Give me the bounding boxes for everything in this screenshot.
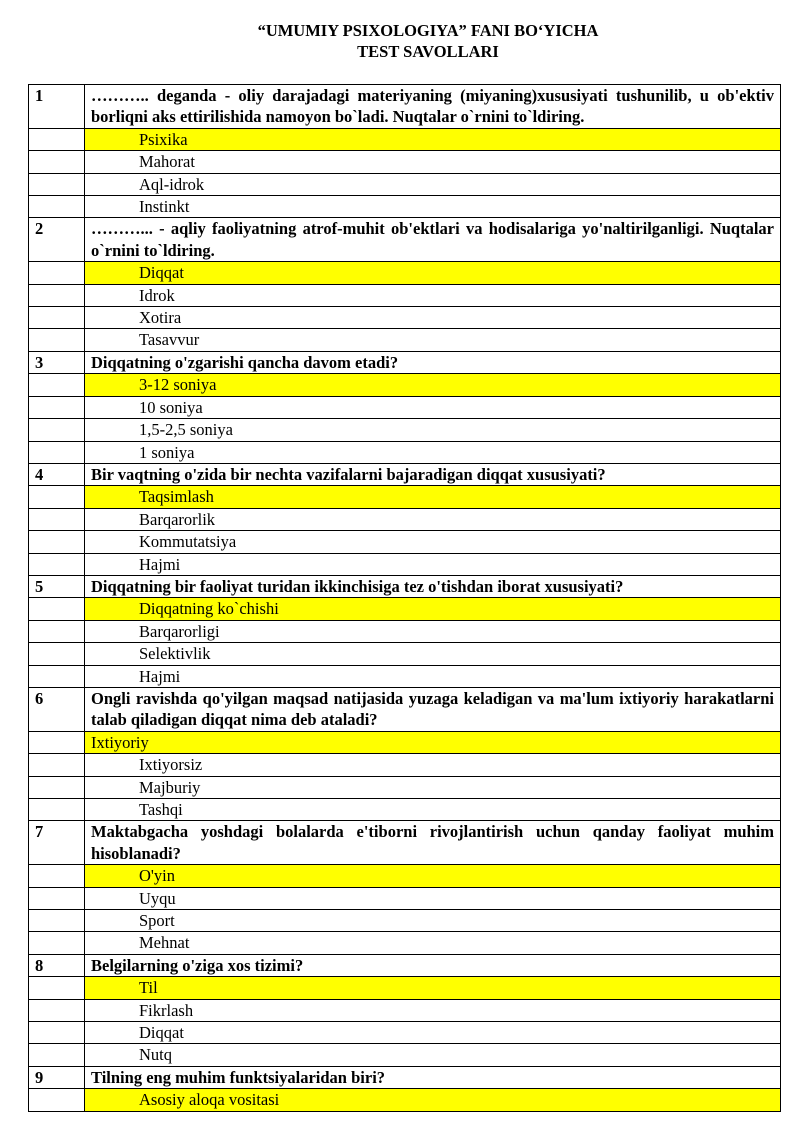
answer-option-row — [29, 486, 781, 508]
answer-number-cell — [29, 486, 85, 508]
question-number: 1 — [29, 85, 85, 129]
question-text: ………... - aqliy faoliyatning atrof-muhit ob'ektlari va hodisalariga yo'naltirilganligi. Nuqtalar o`rnini to`ldiring. — [85, 218, 781, 262]
answer-option-row — [29, 887, 781, 909]
answer-option-row — [29, 910, 781, 932]
question-number: 7 — [29, 821, 85, 865]
correct-answer-option: Til — [85, 977, 781, 999]
document-title-line1: “UMUMIY PSIXOLOGIYA” FANI BO‘YICHA — [257, 21, 599, 40]
answer-number-cell — [29, 396, 85, 418]
test-table-body — [29, 85, 781, 1112]
question-row — [29, 821, 781, 865]
answer-number-cell — [29, 1089, 85, 1111]
correct-answer-option: Taqsimlash — [85, 486, 781, 508]
answer-number-cell — [29, 441, 85, 463]
question-number: 5 — [29, 575, 85, 597]
answer-option: Uyqu — [85, 887, 781, 909]
answer-option-row — [29, 1044, 781, 1066]
question-number: 3 — [29, 351, 85, 373]
document-title-line2: TEST SAVOLLARI — [357, 42, 499, 61]
answer-option: Diqqat — [85, 1022, 781, 1044]
answer-number-cell — [29, 329, 85, 351]
answer-number-cell — [29, 754, 85, 776]
answer-option: Instinkt — [85, 196, 781, 218]
answer-option-row — [29, 419, 781, 441]
answer-number-cell — [29, 307, 85, 329]
answer-option: Hajmi — [85, 553, 781, 575]
answer-number-cell — [29, 620, 85, 642]
question-number: 6 — [29, 687, 85, 731]
answer-option-row — [29, 799, 781, 821]
answer-option: Idrok — [85, 284, 781, 306]
answer-option-row — [29, 553, 781, 575]
answer-option-row — [29, 128, 781, 150]
answer-option-row — [29, 643, 781, 665]
question-row — [29, 351, 781, 373]
answer-option-row — [29, 441, 781, 463]
answer-option-row — [29, 598, 781, 620]
question-row — [29, 954, 781, 976]
answer-number-cell — [29, 508, 85, 530]
question-row — [29, 575, 781, 597]
answer-option-row — [29, 620, 781, 642]
answer-option: Hajmi — [85, 665, 781, 687]
answer-number-cell — [29, 731, 85, 753]
answer-option-row — [29, 977, 781, 999]
question-number: 8 — [29, 954, 85, 976]
question-text: ……….. deganda - oliy darajadagi materiyaning (miyaning)xususiyati tushunilib, u ob'ektiv borliqni aks ettirilishida namoyon bo`ladi. Nuqtalar o`rnini to`ldiring. — [85, 85, 781, 129]
answer-option-row — [29, 329, 781, 351]
answer-option-row — [29, 284, 781, 306]
answer-option-row — [29, 731, 781, 753]
answer-number-cell — [29, 262, 85, 284]
question-number: 9 — [29, 1066, 85, 1088]
answer-number-cell — [29, 419, 85, 441]
answer-number-cell — [29, 865, 85, 887]
answer-option-row — [29, 999, 781, 1021]
answer-number-cell — [29, 665, 85, 687]
answer-option-row — [29, 531, 781, 553]
answer-option: Ixtiyorsiz — [85, 754, 781, 776]
answer-option-row — [29, 396, 781, 418]
answer-option-row — [29, 754, 781, 776]
answer-option-row — [29, 196, 781, 218]
answer-number-cell — [29, 932, 85, 954]
answer-option: Selektivlik — [85, 643, 781, 665]
answer-option: Sport — [85, 910, 781, 932]
question-text: Maktabgacha yoshdagi bolalarda e'tiborni rivojlantirish uchun qanday faoliyat muhim hisoblanadi? — [85, 821, 781, 865]
question-row — [29, 1066, 781, 1088]
answer-number-cell — [29, 531, 85, 553]
question-row — [29, 85, 781, 129]
answer-number-cell — [29, 999, 85, 1021]
correct-answer-option: O'yin — [85, 865, 781, 887]
answer-number-cell — [29, 776, 85, 798]
answer-option: Majburiy — [85, 776, 781, 798]
answer-number-cell — [29, 1044, 85, 1066]
question-number: 2 — [29, 218, 85, 262]
answer-option: Aql-idrok — [85, 173, 781, 195]
correct-answer-option: Psixika — [85, 128, 781, 150]
answer-option-row — [29, 307, 781, 329]
test-questions-table — [28, 84, 781, 1112]
answer-number-cell — [29, 151, 85, 173]
answer-option: Barqarorlik — [85, 508, 781, 530]
question-row — [29, 218, 781, 262]
answer-option: Xotira — [85, 307, 781, 329]
answer-option-row — [29, 151, 781, 173]
correct-answer-option: 3-12 soniya — [85, 374, 781, 396]
answer-number-cell — [29, 1022, 85, 1044]
question-text: Diqqatning o'zgarishi qancha davom etadi? — [85, 351, 781, 373]
question-text: Ongli ravishda qo'yilgan maqsad natijasida yuzaga keladigan va ma'lum ixtiyoriy harakatlarni talab qiladigan diqqat nima deb ataladi? — [85, 687, 781, 731]
answer-option: Tasavvur — [85, 329, 781, 351]
answer-option: Mehnat — [85, 932, 781, 954]
correct-answer-option: Diqqat — [85, 262, 781, 284]
answer-option-row — [29, 1022, 781, 1044]
answer-option: 10 soniya — [85, 396, 781, 418]
correct-answer-option: Diqqatning ko`chishi — [85, 598, 781, 620]
answer-option: Nutq — [85, 1044, 781, 1066]
answer-option-row — [29, 262, 781, 284]
answer-number-cell — [29, 128, 85, 150]
question-number: 4 — [29, 463, 85, 485]
question-text: Diqqatning bir faoliyat turidan ikkinchisiga tez o'tishdan iborat xususiyati? — [85, 575, 781, 597]
answer-option-row — [29, 776, 781, 798]
answer-number-cell — [29, 374, 85, 396]
answer-option: Tashqi — [85, 799, 781, 821]
answer-number-cell — [29, 977, 85, 999]
correct-answer-option: Asosiy aloqa vositasi — [85, 1089, 781, 1111]
answer-option-row — [29, 665, 781, 687]
question-row — [29, 463, 781, 485]
answer-number-cell — [29, 196, 85, 218]
answer-number-cell — [29, 887, 85, 909]
answer-option: Fikrlash — [85, 999, 781, 1021]
answer-option: Kommutatsiya — [85, 531, 781, 553]
correct-answer-option: Ixtiyoriy — [85, 731, 781, 753]
answer-option-row — [29, 932, 781, 954]
answer-option: 1,5-2,5 soniya — [85, 419, 781, 441]
answer-number-cell — [29, 910, 85, 932]
answer-number-cell — [29, 173, 85, 195]
answer-option-row — [29, 374, 781, 396]
answer-number-cell — [29, 799, 85, 821]
answer-option-row — [29, 173, 781, 195]
answer-option-row — [29, 865, 781, 887]
answer-option: Barqarorligi — [85, 620, 781, 642]
answer-number-cell — [29, 553, 85, 575]
answer-option-row — [29, 508, 781, 530]
answer-option: Mahorat — [85, 151, 781, 173]
answer-number-cell — [29, 284, 85, 306]
answer-option-row — [29, 1089, 781, 1111]
question-text: Tilning eng muhim funktsiyalaridan biri? — [85, 1066, 781, 1088]
question-text: Belgilarning o'ziga xos tizimi? — [85, 954, 781, 976]
question-text: Bir vaqtning o'zida bir nechta vazifalarni bajaradigan diqqat xususiyati? — [85, 463, 781, 485]
question-row — [29, 687, 781, 731]
answer-number-cell — [29, 643, 85, 665]
answer-option: 1 soniya — [85, 441, 781, 463]
answer-number-cell — [29, 598, 85, 620]
